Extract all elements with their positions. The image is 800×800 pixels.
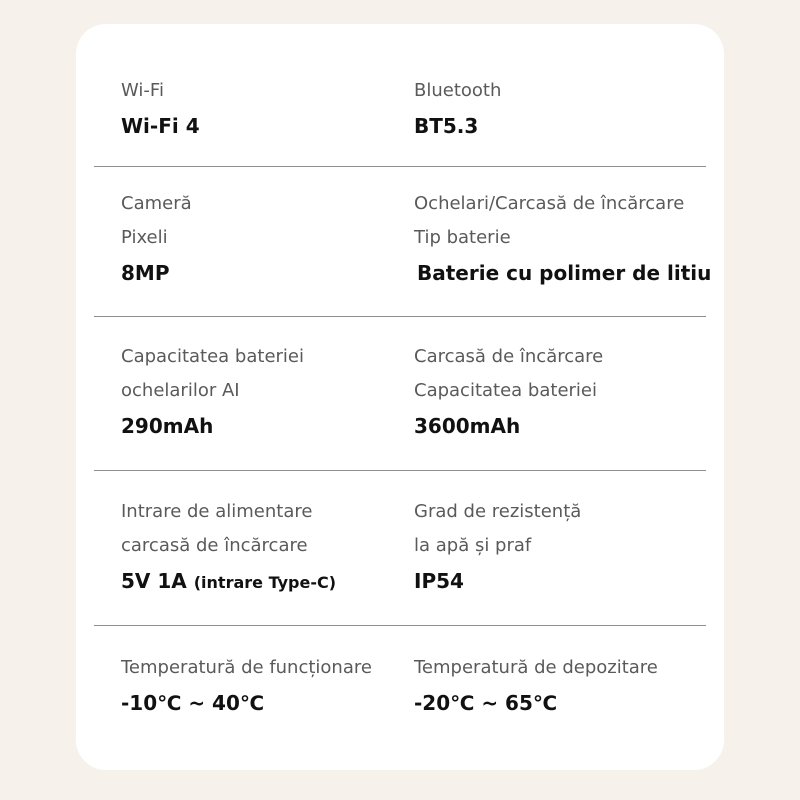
spec-label: Temperatură de funcționare — [121, 657, 372, 678]
divider — [94, 316, 706, 317]
divider — [94, 166, 706, 167]
spec-label: Intrare de alimentare — [121, 501, 313, 522]
spec-value: IP54 — [414, 569, 464, 593]
spec-glasses-battery — [121, 340, 401, 440]
spec-water-resistance — [414, 495, 714, 595]
spec-label: Temperatură de depozitare — [414, 657, 658, 678]
spec-value: 290mAh — [121, 414, 214, 438]
spec-value: BT5.3 — [414, 114, 479, 138]
spec-label: Carcasă de încărcare — [414, 346, 604, 367]
spec-card — [76, 24, 724, 770]
spec-value-note: (intrare Type-C) — [193, 573, 337, 592]
spec-value: 8MP — [121, 261, 170, 285]
spec-value: Baterie cu polimer de litiu — [417, 261, 712, 285]
spec-wifi — [121, 74, 401, 140]
spec-value: -20℃ ~ 65℃ — [414, 691, 558, 715]
spec-label: Capacitatea bateriei — [121, 346, 304, 367]
spec-bluetooth — [414, 74, 714, 140]
spec-label: Pixeli — [121, 227, 168, 248]
spec-label: Cameră — [121, 193, 192, 214]
spec-case-battery — [414, 340, 714, 440]
spec-label: Wi-Fi — [121, 80, 164, 101]
spec-label: ochelarilor AI — [121, 380, 240, 401]
spec-label: Ochelari/Carcasă de încărcare — [414, 193, 685, 214]
spec-value: 3600mAh — [414, 414, 521, 438]
spec-battery-type — [414, 187, 714, 287]
spec-label: carcasă de încărcare — [121, 535, 308, 556]
spec-label: Grad de rezistență — [414, 501, 582, 522]
spec-value: Wi-Fi 4 — [121, 114, 200, 138]
spec-label: la apă și praf — [414, 535, 532, 556]
spec-label: Tip baterie — [414, 227, 511, 248]
spec-camera — [121, 187, 401, 287]
divider — [94, 470, 706, 471]
spec-value — [121, 567, 401, 597]
spec-power-input — [121, 495, 401, 597]
spec-value: -10℃ ~ 40℃ — [121, 691, 265, 715]
spec-label: Bluetooth — [414, 80, 502, 101]
divider — [94, 625, 706, 626]
spec-value-main: 5V 1A — [121, 569, 187, 593]
spec-operating-temp — [121, 651, 401, 717]
spec-label: Capacitatea bateriei — [414, 380, 597, 401]
spec-storage-temp — [414, 651, 714, 717]
